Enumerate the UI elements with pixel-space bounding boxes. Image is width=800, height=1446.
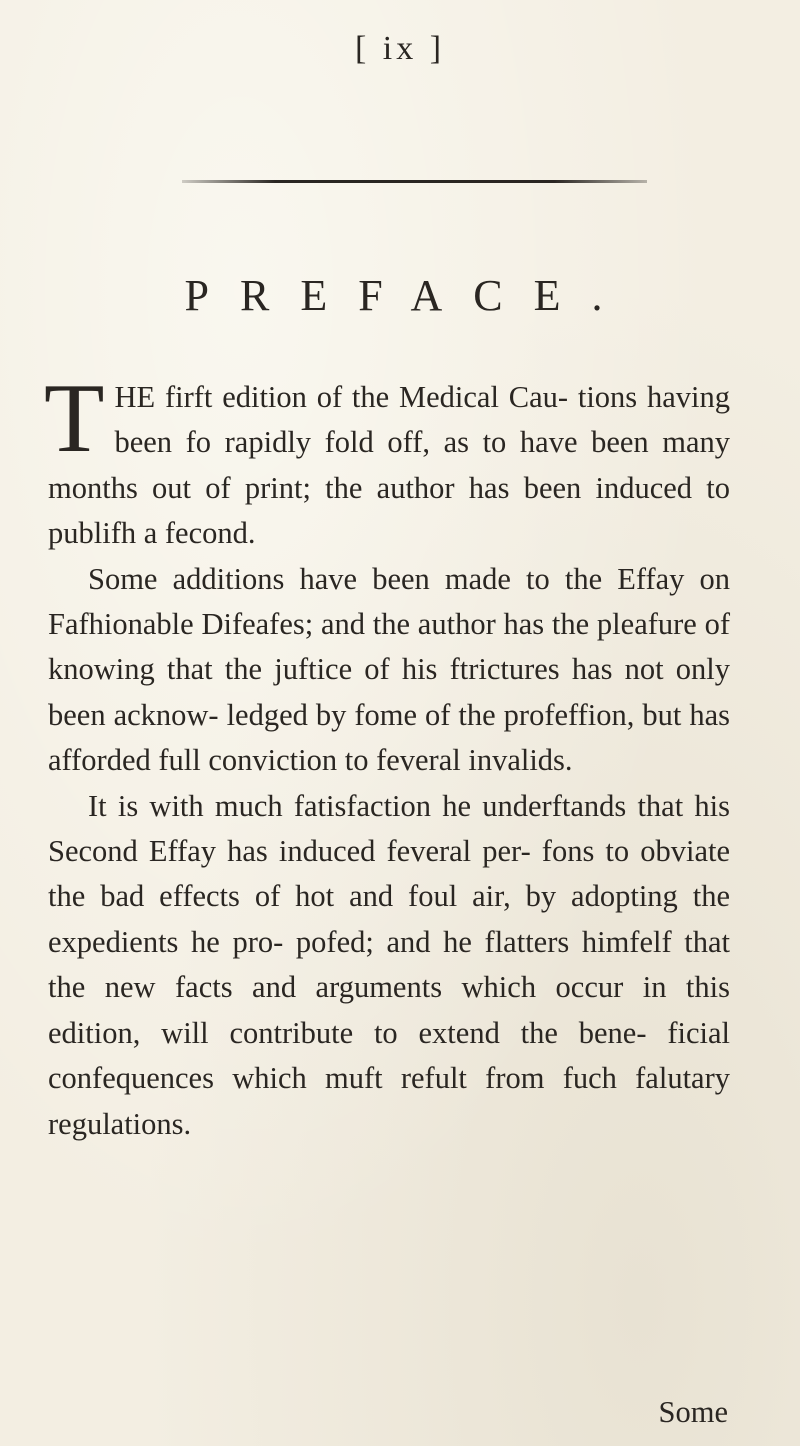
catchword: Some	[658, 1395, 728, 1429]
section-heading: PREFACE.	[184, 271, 634, 320]
ornamental-rule	[182, 180, 647, 183]
paragraph-1	[44, 364, 730, 557]
drop-cap: T	[44, 364, 105, 473]
paragraph-2: Some additions have been made to the Effay on Fafhionable Difeafes; and the author has the pleafure of knowing that the juftice of his ftrictures has not only been acknow- ledged by fome of the profeffion, but has afforded full conviction to feveral invalids.	[48, 561, 730, 778]
paragraph-1-text: HE firft edition of the Medical Cau- tions having been fo rapidly fold off, as to have been many months out of print; the author has been induced to publifh a fecond.	[48, 380, 730, 551]
body-text	[44, 364, 730, 1147]
paragraph-3: It is with much fatisfaction he underftands that his Second Effay has induced feveral per- fons to obviate the bad effects of hot and foul air, by adopting the expedients he pro- pofed; and he flatters himfelf that the new facts and arguments which occur in this edition, will contribute to extend the bene- ficial confequences which muft refult from fuch falutary regulations.	[48, 788, 730, 1141]
page-number: [ ix ]	[354, 30, 446, 67]
